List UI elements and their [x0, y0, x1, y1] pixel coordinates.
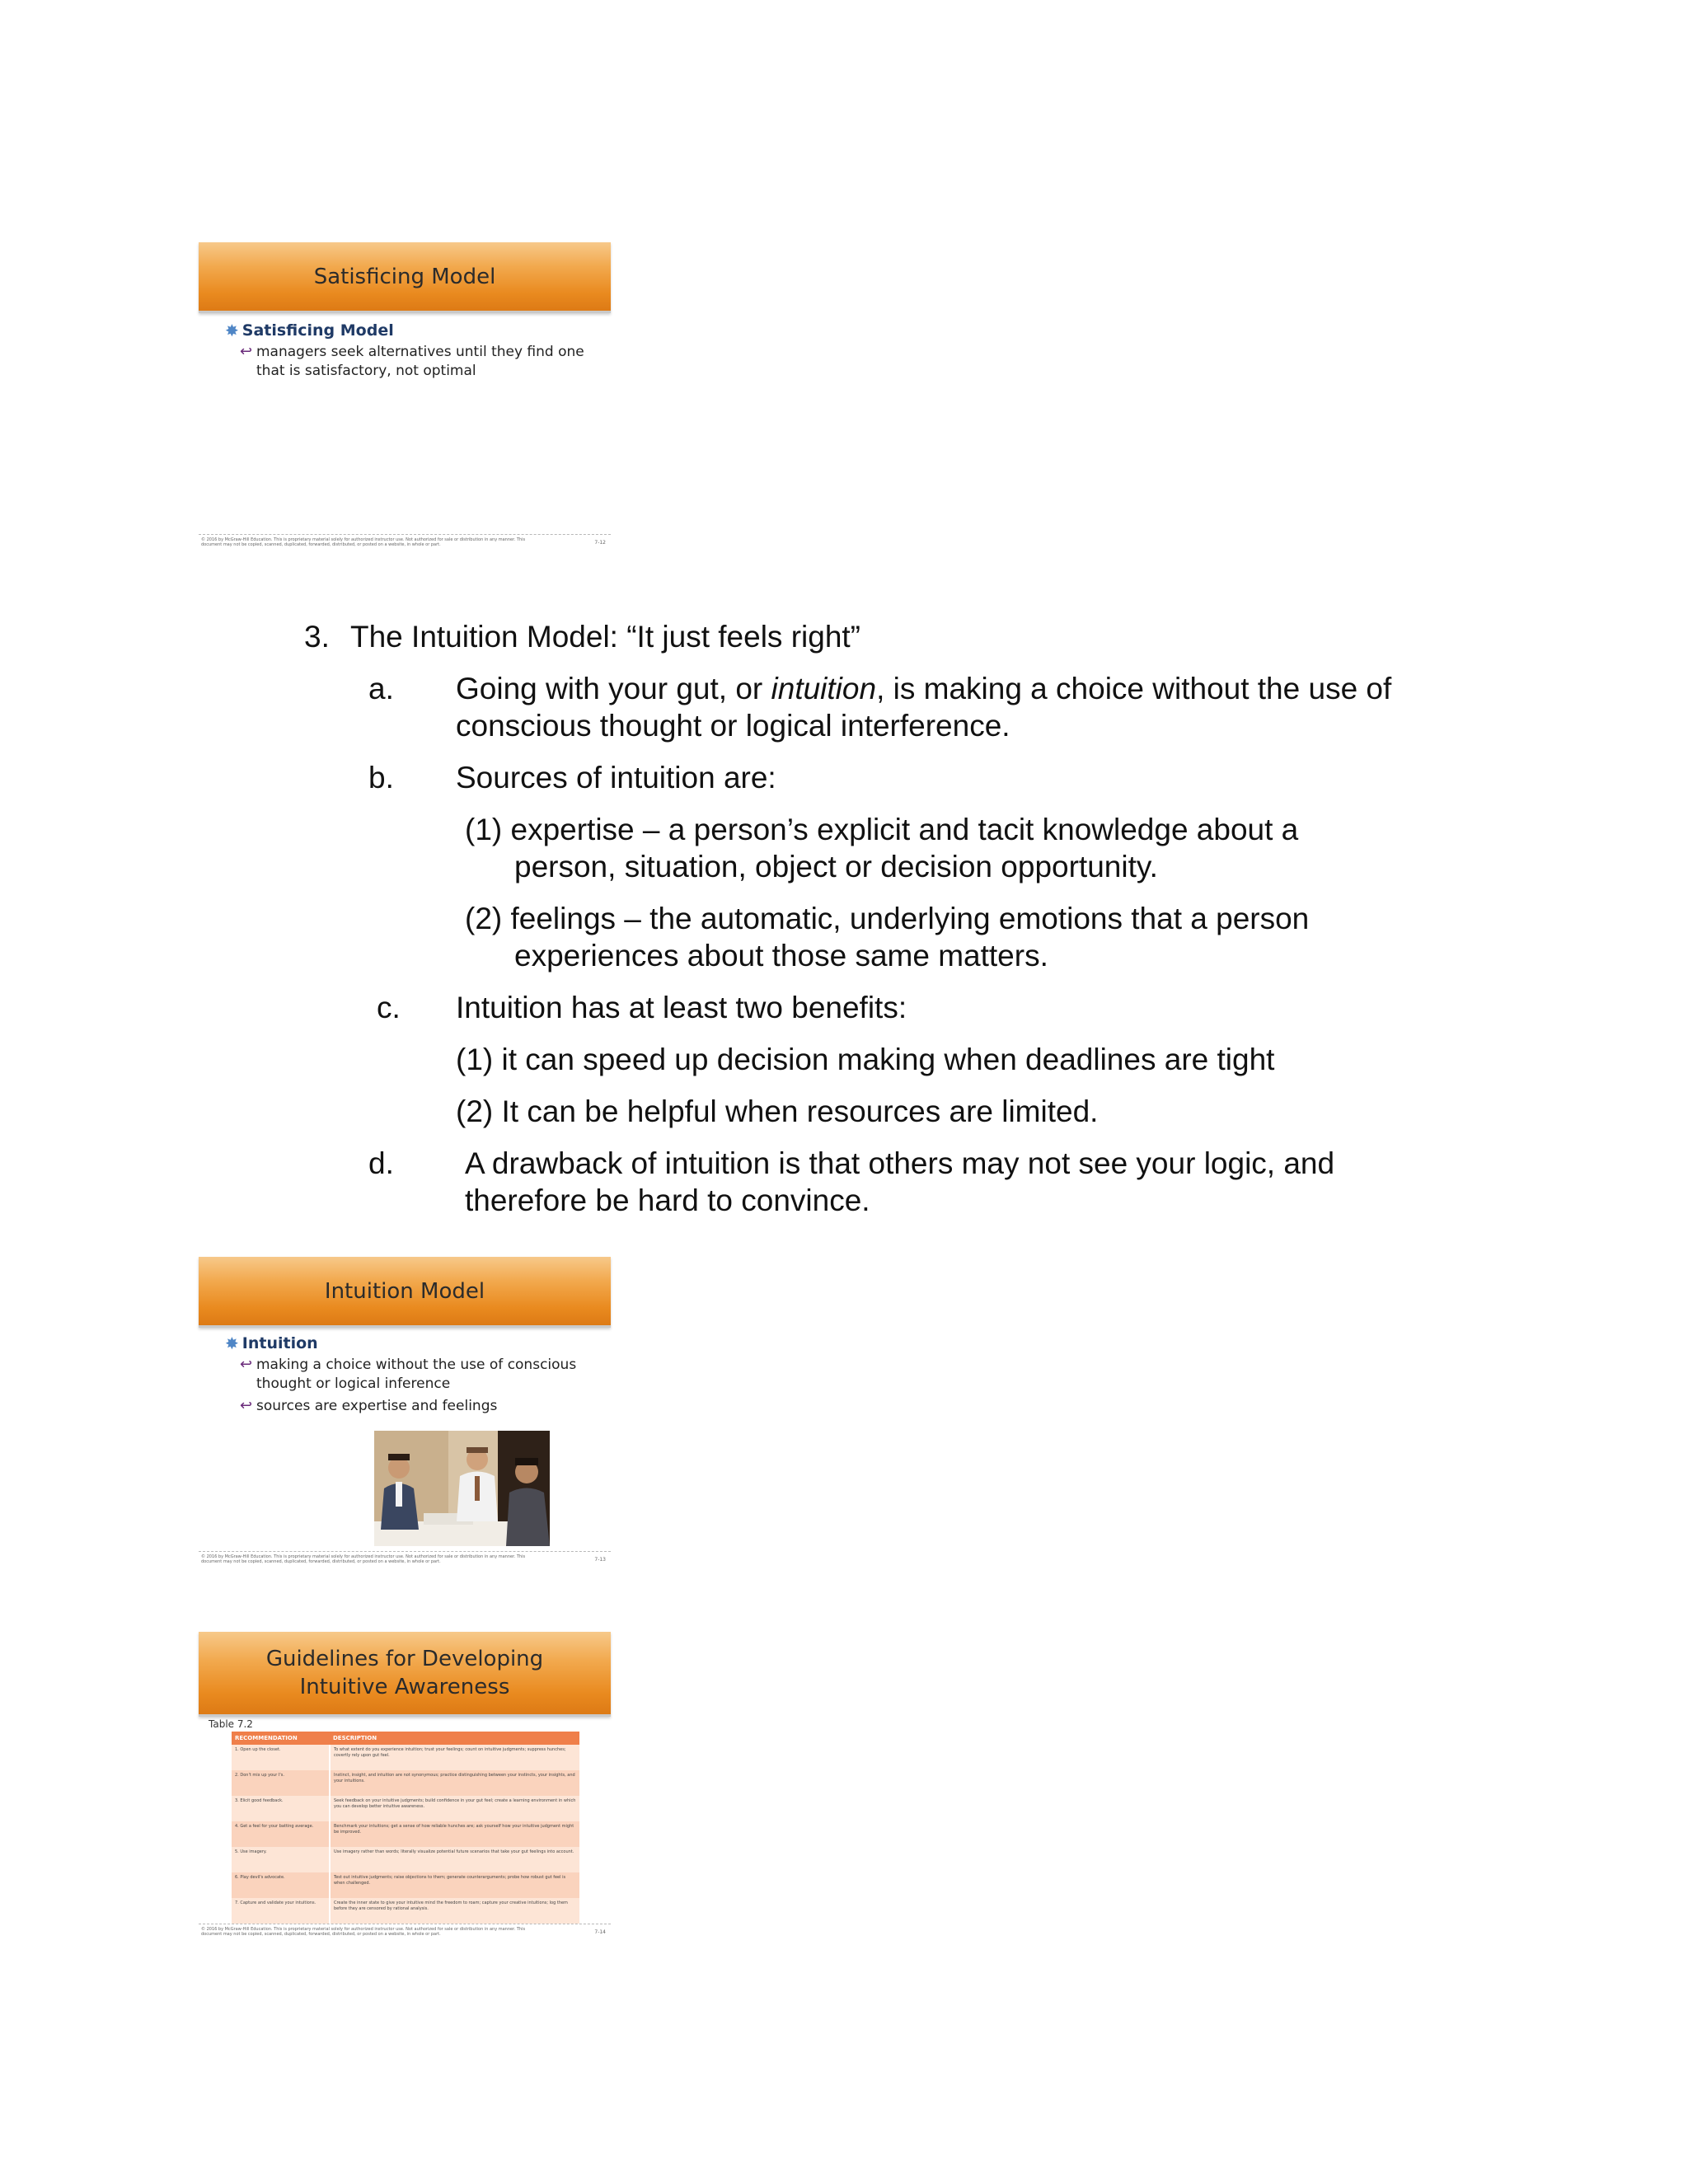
table-row	[232, 1770, 579, 1796]
description-cell: Benchmark your intuitions; get a sense of how reliable hunches are; ask yourself how your intuitive judgment might be improved.	[330, 1821, 579, 1847]
table-row	[232, 1821, 579, 1847]
slide-title: Satisficing Model	[199, 242, 611, 313]
heading-number: 3.	[304, 620, 330, 654]
column-header: RECOMMENDATION	[232, 1732, 330, 1745]
item-b-marker: b.	[368, 761, 394, 794]
item-a-emphasis: intuition	[771, 672, 877, 705]
table-row	[232, 1898, 579, 1924]
item-c2: (2) It can be helpful when resources are limited.	[456, 1094, 1099, 1128]
description-cell: Create the inner state to give your intuitive mind the freedom to roam; capture your creative intuitions; log them before they are censored by rational analysis.	[330, 1898, 579, 1924]
column-header: DESCRIPTION	[330, 1732, 579, 1745]
description-cell: Seek feedback on your intuitive judgments; build confidence in your gut feel; create a learning environment in which you can develop better intuitive awareness.	[330, 1796, 579, 1821]
sub-bullet-text: sources are expertise and feelings	[256, 1398, 498, 1414]
table-row	[232, 1796, 579, 1821]
item-d-line2: therefore be hard to convince.	[465, 1183, 870, 1217]
slide-guidelines-intuitive-awareness	[199, 1632, 611, 1943]
description-cell: Instinct, insight, and intuition are not synonymous; practice distinguishing between your instincts, your insights, and your intuitions.	[330, 1770, 579, 1796]
slide-title-line1: Guidelines for Developing	[265, 1647, 544, 1671]
item-c1: (1) it can speed up decision making when deadlines are tight	[456, 1043, 1275, 1076]
section-heading: The Intuition Model: “It just feels right”	[350, 620, 860, 654]
table-row	[232, 1745, 579, 1770]
star-bullet-icon: ✸	[225, 321, 239, 340]
slide-page-number: 7-12	[594, 540, 606, 546]
recommendation-cell: 5. Use imagery.	[232, 1847, 330, 1872]
item-b2-line1: (2) feelings – the automatic, underlying emotions that a person	[465, 902, 1310, 935]
item-c-text: Intuition has at least two benefits:	[456, 991, 907, 1024]
description-cell: Use imagery rather than words; literally visualize potential future scenarios that take your gut feelings into account.	[330, 1847, 579, 1872]
item-d-line1: A drawback of intuition is that others may not see your logic, and	[465, 1146, 1335, 1180]
table-label: Table 7.2	[209, 1718, 253, 1730]
sub-bullet-text: making a choice without the use of conscious thought or logical inference	[256, 1357, 577, 1392]
item-b2-line2: experiences about those same matters.	[514, 939, 1048, 972]
recommendation-cell: 7. Capture and validate your intuitions.	[232, 1898, 330, 1924]
slide-title-line2: Intuitive Awareness	[299, 1675, 510, 1699]
table-header-row	[232, 1732, 579, 1745]
sub-bullet	[240, 1356, 603, 1394]
item-a-text-post: , is making a choice without the use of	[876, 672, 1392, 705]
table-row	[232, 1847, 579, 1872]
copyright-notice: © 2016 by McGraw-Hill Education. This is proprietary material solely for authorized instructor use. Not authorized for sale or distribution in any manner. This document may not be copied, scanned, duplicated, forwarded, distributed, or posted on a website, in whole or part.	[201, 1927, 526, 1937]
bullet	[225, 1334, 318, 1352]
description-cell: Test out intuitive judgments; raise objections to them; generate counterarguments; probe how robust gut feel is when challenged.	[330, 1872, 579, 1898]
table-row	[232, 1872, 579, 1898]
item-a-line1	[456, 670, 1391, 708]
item-d-marker: d.	[368, 1146, 394, 1180]
item-c-marker: c.	[377, 991, 401, 1024]
copyright-notice: © 2016 by McGraw-Hill Education. This is proprietary material solely for authorized instructor use. Not authorized for sale or distribution in any manner. This document may not be copied, scanned, duplicated, forwarded, distributed, or posted on a website, in whole or part.	[201, 537, 526, 547]
slide-page-number: 7-14	[594, 1929, 606, 1935]
copyright-notice: © 2016 by McGraw-Hill Education. This is proprietary material solely for authorized instructor use. Not authorized for sale or distribution in any manner. This document may not be copied, scanned, duplicated, forwarded, distributed, or posted on a website, in whole or part.	[201, 1554, 526, 1564]
recommendation-cell: 2. Don't mix up your I's.	[232, 1770, 330, 1796]
business-meeting-photo	[374, 1431, 550, 1546]
description-cell: To what extent do you experience intuition; trust your feelings; count on intuitive judgments; suppress hunches; covertly rely upon gut feel.	[330, 1745, 579, 1770]
item-b-text: Sources of intuition are:	[456, 761, 776, 794]
guidelines-table	[232, 1732, 579, 1924]
item-b1-line1: (1) expertise – a person’s explicit and tacit knowledge about a	[465, 813, 1299, 846]
item-a-marker: a.	[368, 672, 394, 705]
sub-bullet	[240, 1397, 603, 1416]
slide-footer	[199, 1551, 611, 1567]
slide-page-number: 7-13	[594, 1557, 606, 1563]
recommendation-cell: 6. Play devil's advocate.	[232, 1872, 330, 1898]
item-a-line2: conscious thought or logical interference.	[456, 709, 1010, 743]
slide-title	[199, 1632, 611, 1717]
item-b1-line2: person, situation, object or decision opportunity.	[514, 850, 1158, 883]
slide-intuition-model	[199, 1257, 611, 1570]
star-bullet-icon: ✸	[225, 1333, 239, 1353]
curved-arrow-icon: ↩	[240, 1356, 253, 1373]
curved-arrow-icon: ↩	[240, 343, 253, 360]
meeting-illustration	[374, 1431, 550, 1546]
curved-arrow-icon: ↩	[240, 1397, 253, 1414]
item-a-text-pre: Going with your gut, or	[456, 672, 771, 705]
sub-bullet-text: managers seek alternatives until they find one that is satisfactory, not optimal	[256, 344, 584, 379]
slide-footer	[199, 1924, 611, 1939]
recommendation-cell: 4. Get a feel for your batting average.	[232, 1821, 330, 1847]
bullet-title: Intuition	[241, 1334, 318, 1352]
slide-title: Intuition Model	[199, 1257, 611, 1328]
recommendation-cell: 1. Open up the closet.	[232, 1745, 330, 1770]
bullet-title: Satisficing Model	[241, 321, 394, 340]
recommendation-cell: 3. Elicit good feedback.	[232, 1796, 330, 1821]
